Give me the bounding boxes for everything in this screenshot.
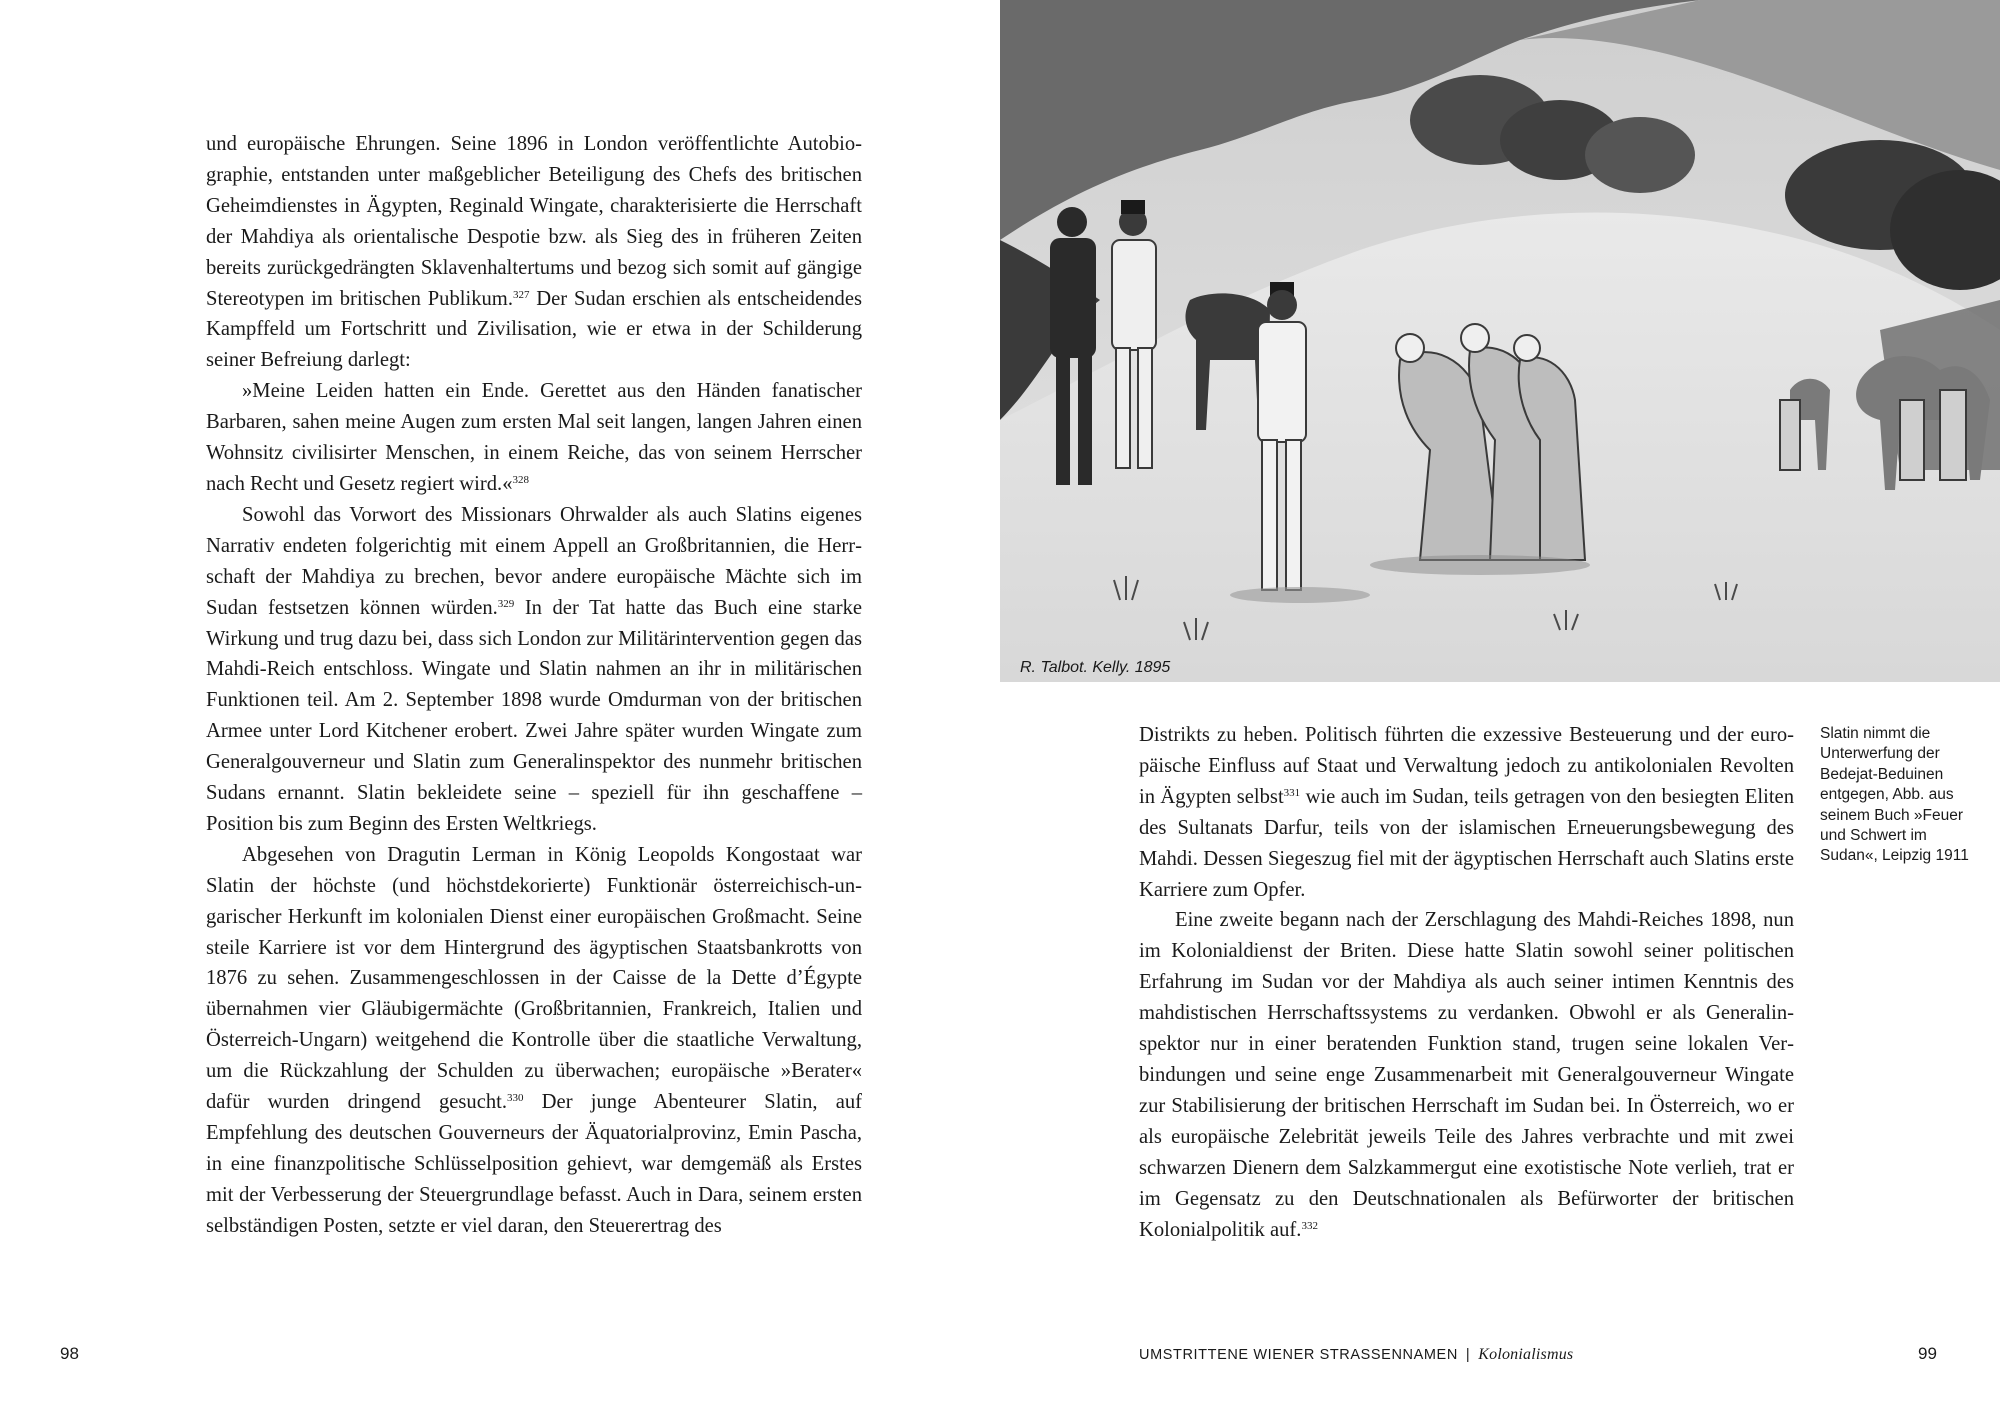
footnote-ref[interactable]: 330 [507,1092,524,1105]
painter-signature: R. Talbot. Kelly. 1895 [1020,659,1171,676]
footnote-ref[interactable]: 331 [1283,786,1301,799]
book-title: UMSTRITTENE WIENER STRASSENNAMEN [1139,1347,1458,1363]
paragraph: Distrikts zu heben. Politisch führten die exzessive Besteuerung und der europäische Einfluss auf Staat und Verwaltung jedoch zu antikolonialen Revolten in Ägypten selbst$^{331}$ wie auch im Sudan, teils getragen von den besiegten Eliten des Sultanats Darfur, teils von der islamischen Erneuerungsbewegung des Mahdi. Dessen Siegeszug fiel mit der ägyptischen Herrschaft auch Slatins erste Karriere zum Opfer. [1139,724,1794,901]
historical-illustration [1000,0,2000,682]
paragraph: Abgesehen von Dragutin Lerman in König Leopolds Kongostaat war Slatin der höchste (und höchstdekorierte) Funktionär österreichisch-ungarischer Herkunft im kolonialen Dienst einer europäischen Großmacht. Seine steile Karriere ist vor dem Hintergrund des ägyptischen Staatsbankrotts von 1876 zu sehen. Zusammengeschlossen in der Caisse de la Dette d’Égypte übernahmen vier Gläubigermächte (Großbritannien, Frankreich, Italien und Österreich-Ungarn) weitgehend die Kontrolle über die staatliche Verwaltung, um die Rückzahlung der Schulden zu überwachen; europäische »Berater« dafür wurden dringend gesucht.$^{330}$ Der junge Abenteurer Slatin, auf Empfehlung des deutschen Gouverneurs der Äquatorialprovinz, Emin Pascha, in eine finanzpolitische Schlüsselposition gehievt, war demgemäß als Erstes mit der Verbesserung der Steuergrundlage befasst. Auch in Dara, seinem ersten selbständigen Posten, setzte er viel daran, den Steuerertrag des [206,843,862,1237]
block-quote: »Meine Leiden hatten ein Ende. Gerettet aus den Händen fanatischer Barbaren, sahen meine Augen zum ersten Mal seit langen, langen Jahren einen Wohnsitz civilisirter Menschen, in einem Reiche, das von seinem Herrscher nach Recht und Gesetz regiert wird.«$^{328}$ [206,380,862,495]
illustration-caption: Slatin nimmt die Unterwerfung der Bedejat-Beduinen entgegen, Abb. aus seinem Buch »Feuer und Schwert im Sudan«, Leipzig 1911 [1820,725,1969,865]
section-title: Kolonialismus [1478,1346,1574,1363]
footnote-ref[interactable]: 328 [512,473,530,486]
paragraph: und europäische Ehrungen. Seine 1896 in London veröffentlichte Autobiographie, entstanden unter maßgeblicher Beteiligung des Chefs des britischen Geheimdienstes in Ägypten, Reginald Wingate, charakterisierte die Herrschaft der Mahdiya als orientalische Despotie bzw. als Sieg des in früheren Zeiten bereits zurückgedrängten Sklavenhaltertums und bezog sich somit auf gängige Stereotypen im britischen Publikum.$^{327}$ Der Sudan erschien als entscheidendes Kampffeld um Fortschritt und Zivilisation, wie er etwa in der Schilderung seiner Befreiung darlegt: [206,133,862,372]
right-page [1000,0,2000,1424]
footnote-ref[interactable]: 329 [497,597,515,610]
page-number-right: 99 [1918,1344,1937,1363]
right-text-column [1139,720,1794,1245]
left-text-column [206,129,862,1242]
paragraph: Sowohl das Vorwort des Missionars Ohrwalder als auch Slatins eigenes Narrativ endeten folgerichtig mit einem Appell an Großbritannien, die Herrschaft der Mahdiya zu brechen, bevor andere europäische Mächte sich im Sudan festsetzen können würden.$^{329}$ In der Tat hatte das Buch eine starke Wirkung und trug dazu bei, dass sich London zur Militärintervention gegen das Mahdi-Reich entschloss. Wingate und Slatin nahmen an ihr in militärischen Funktionen teil. Am 2. September 1898 wurde Omdurman von der britischen Armee unter Lord Kitchener erobert. Zwei Jahre später wurden Wingate zum Generalgouverneur und Slatin zum Generalinspektor des nunmehr britischen Sudans ernannt. Slatin bekleidete seine – speziell für ihn geschaffene – Position bis zum Beginn des Ersten Weltkriegs. [206,503,863,835]
footnote-ref[interactable]: 332 [1301,1219,1318,1232]
paragraph: Eine zweite begann nach der Zerschlagung des Mahdi-Reiches 1898, nun im Kolonialdienst der Briten. Diese hatte Slatin sowohl seiner politischen Erfahrung im Sudan vor der Mahdiya als auch seiner intimen Kenntnis des mahdistischen Herrschaftssystems zu verdanken. Obwohl er als Generalinspektor nur in einer beratenden Funktion stand, trugen seine lokalen Verbindungen und seine enge Zusammenarbeit mit Generalgouverneur Wingate zur Stabilisierung der britischen Herrschaft im Sudan bei. In Österreich, wo er als europäische Zelebrität jeweils Teile des Jahres verbrachte und mit zwei schwarzen Dienern dem Salzkammergut eine exotistische Note verlieh, trat er im Gegensatz zu den Deutschnationalen als Befürworter der britischen Kolonialpolitik auf.$^{332}$ [1139,909,1794,1241]
running-head [1139,1346,1573,1364]
footnote-ref[interactable]: 327 [512,288,530,301]
page-number-left: 98 [60,1344,79,1363]
running-head-separator: | [1465,1347,1471,1363]
